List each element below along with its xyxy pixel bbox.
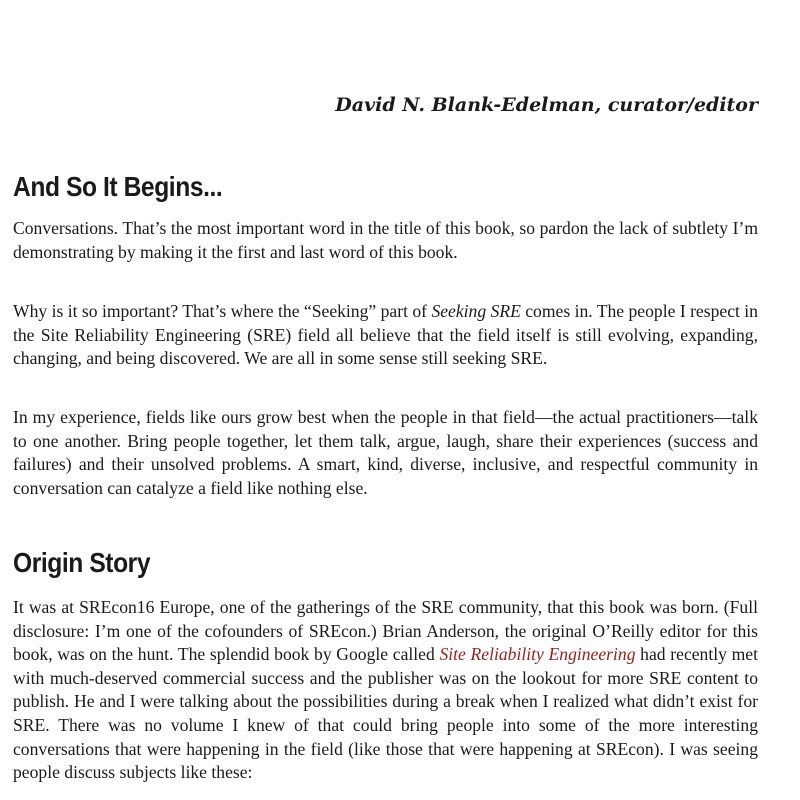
byline: David N. Blank-Edelman, curator/editor xyxy=(335,94,758,116)
paragraph xyxy=(13,217,758,264)
paragraph-text: comes in. The people I respect in the Site Reliability Engineering (SRE) field all believe that the field itself is still evolving, expanding, changing, and being discovered. We are all in some sense still seeking SRE. xyxy=(13,301,758,369)
paragraph xyxy=(13,596,758,785)
paragraph-text: It was at SREcon16 Europe, one of the gatherings of the SRE community, that this book was born. (Full disclosure: I’m one of the cofounders of SREcon.) Brian Anderson, the original O’Reilly editor for this book, was on the hunt. The splendid book by Google called xyxy=(13,597,758,665)
paragraph-text: In my experience, fields like ours grow best when the people in that field—the actual practitioners—talk to one another. Bring people together, let them talk, argue, laugh, share their experiences (success and failures) and their unsolved problems. A smart, kind, diverse, inclusive, and respectful community in conversation can catalyze a field like nothing else. xyxy=(13,407,758,498)
paragraph xyxy=(13,406,758,500)
book-title-emphasis: Seeking SRE xyxy=(431,301,521,321)
section-heading-origin-story: Origin Story xyxy=(13,547,151,578)
book-title-link[interactable]: Site Reliability Engineering xyxy=(439,644,636,665)
paragraph-text: Why is it so important? That’s where the “Seeking” part of xyxy=(13,301,432,321)
paragraph-text: Conversations. That’s the most important word in the title of this book, so pardon the lack of subtlety I’m demonstrating by making it the first and last word of this book. xyxy=(13,218,758,262)
paragraph xyxy=(13,300,758,371)
paragraph-text: had recently met with much-deserved commercial success and the publisher was on the lookout for more SRE content to publish. He and I were talking about the possibilities during a break when I realized what didn’t exist for SRE. There was no volume I knew of that could bring people into some of the more interesting conversations that were happening in the field (like those that were happening at SREcon). I was seeing people discuss subjects like these: xyxy=(13,644,758,783)
section-heading-and-so-it-begins: And So It Begins... xyxy=(13,171,223,202)
